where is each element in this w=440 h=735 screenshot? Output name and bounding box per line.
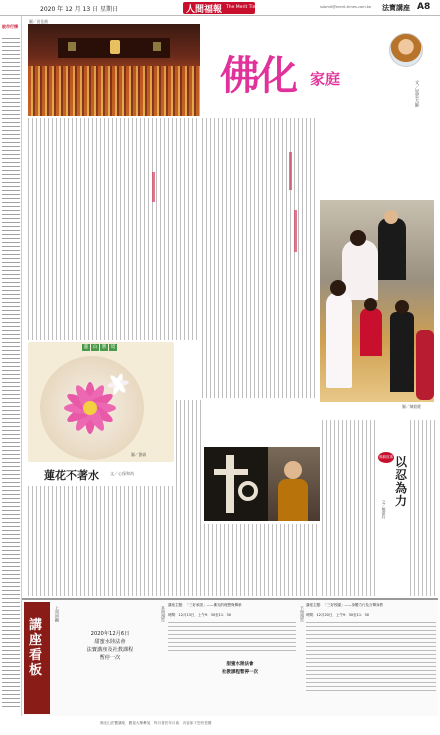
stock-sidebar <box>0 16 22 716</box>
mid-notice-1: 甜蜜水陸法會 <box>226 662 254 667</box>
footer-text: 佛光山法寶講座．歡迎大眾參加．每月者於年月會．內容如下恕有差期 <box>100 721 212 725</box>
body-text-top-right <box>202 118 318 398</box>
lotus-flower-icon <box>40 356 147 460</box>
label-this-week: 本周預告 <box>161 606 166 622</box>
next-week-time: 時間：12月20日．上午9：30至11：30 <box>306 613 369 617</box>
masthead-en: The Merit Times <box>226 5 263 10</box>
wedding-photo <box>320 200 434 402</box>
author-line: 文／星雲大師 <box>414 80 419 107</box>
next-week-title: 講座主題：「三好校園」——身體力行及言傳身教 <box>306 603 383 607</box>
story-tag: 佛典故事 <box>378 452 394 463</box>
schedule-notice <box>62 630 158 662</box>
issue-date: 2020 年 12 月 13 日 星期日 <box>40 6 118 13</box>
red-highlight-1 <box>289 152 292 190</box>
credit-wedding: 圖／陳毅慶 <box>402 404 421 409</box>
tag-1: 靈 <box>83 345 89 350</box>
story-title: 以忍為力 <box>395 455 408 508</box>
section-title: 法寶講座 <box>382 4 410 12</box>
red-highlight-2 <box>294 210 297 252</box>
next-week-details <box>306 622 436 692</box>
calligraphy-image <box>204 447 268 521</box>
author-portrait <box>389 33 423 67</box>
lotus-title: 蓮花不著水 <box>44 469 99 482</box>
red-highlight-3 <box>152 172 155 202</box>
mid-notice-2: 社教課程暫停一次 <box>222 670 258 675</box>
feature-title-small: 家庭 <box>310 70 341 88</box>
feature-title-big: 佛化 <box>220 52 296 99</box>
body-text-top-left <box>28 118 200 340</box>
label-next-week: 下周預告 <box>300 606 305 622</box>
body-text-lower-left <box>176 400 202 596</box>
tag-3: 勝 <box>101 345 107 350</box>
temple-photo <box>28 24 200 116</box>
this-week-time: 時間：12月13日．上午9：30至11：30 <box>168 613 231 617</box>
tag-4: 境 <box>110 345 116 350</box>
notice-line-2: 法寶講座及社教課程 <box>86 647 134 653</box>
tag-2: 山 <box>92 345 98 350</box>
story-byline: 文／鄭淑玲 <box>382 500 387 519</box>
notice-line-1: 甜蜜水陸法會 <box>94 639 126 645</box>
story-body-below <box>204 524 320 596</box>
label-last-week: 上周回顧 <box>55 606 60 622</box>
page-number: A8 <box>417 2 431 12</box>
story-body-right <box>322 420 378 596</box>
schedule-header: 講座看板 <box>29 618 43 678</box>
lotus-credit: 圖／劉森 <box>131 452 147 457</box>
notice-line-3: 暫停一次 <box>99 655 121 661</box>
story-body-far-right <box>410 420 436 596</box>
header-bar <box>0 0 440 16</box>
notice-date: 2020年12月6日 <box>90 631 130 637</box>
this-week-details <box>168 622 296 652</box>
credit-top: 圖／田佳顏 <box>29 19 48 24</box>
this-week-title: 講座主題：「三好承諾」——佛光的理想與傳承 <box>168 603 242 607</box>
lotus-byline: 文／心保和尚 <box>110 471 134 476</box>
monk-image <box>268 447 320 521</box>
masthead-title: 人間福報 <box>186 5 223 15</box>
lotus-body <box>28 486 174 596</box>
stock-table <box>2 38 20 708</box>
lotus-tags <box>82 344 117 352</box>
lotus-photo <box>40 356 147 460</box>
sidebar-label: 股市行情 <box>2 24 18 29</box>
contact-email: submit@merit-times.com.tw <box>320 5 372 9</box>
